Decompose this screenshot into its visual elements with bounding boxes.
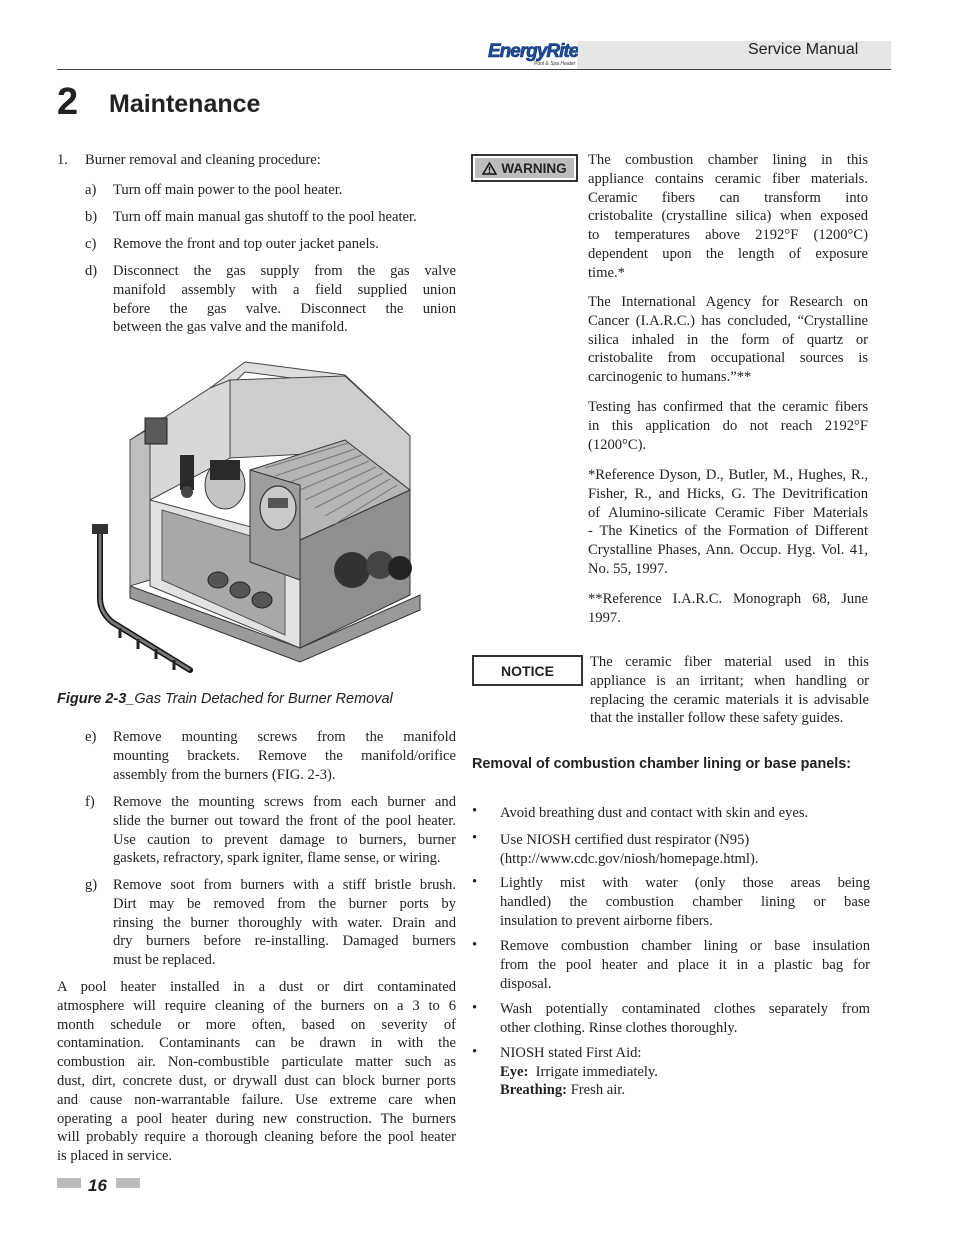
header-rule bbox=[57, 69, 891, 70]
footer-bar-right bbox=[116, 1178, 140, 1188]
notice-text: The ceramic fiber material used in this appliance is an irritant; when handling or replacing the ceramic materials it is advisable that the installer follow these safety guides. bbox=[590, 654, 869, 727]
warning-reference-2: **Reference I.A.R.C. Monograph 68, June 1997. bbox=[588, 591, 868, 626]
svg-text:EnergyRite: EnergyRite bbox=[488, 41, 578, 62]
step-b-label: b) bbox=[85, 209, 98, 225]
footer-bar-left bbox=[57, 1178, 81, 1188]
warning-para-2: The International Agency for Research on Cancer (I.A.R.C.) has concluded, “Crystalline silica inhaled in the form of quartz or cristobalite from occupational sources is carcinogenic to humans.”** bbox=[588, 294, 868, 386]
step-e-label: e) bbox=[85, 729, 97, 745]
bullet-item: Use NIOSH certified dust respirator (N95) (http://www.cdc.gov/niosh/homepage.html). bbox=[500, 832, 759, 867]
notice-badge bbox=[472, 655, 583, 686]
warning-badge bbox=[471, 154, 578, 182]
chapter-number: 2 bbox=[57, 81, 79, 123]
warning-reference-1: *Reference Dyson, D., Butler, M., Hughes, R., Fisher, R., and Hicks, G. The Devitrification of Alumino-silicate Ceramic Fiber Materials - The Kinetics of the Formation of Different Crystalline Phases, Ann. Occup. Hyg. Vol. 41, No. 55, 1997. bbox=[588, 467, 868, 577]
brand-logo bbox=[486, 38, 578, 73]
section-subheading: Removal of combustion chamber lining or base panels: bbox=[472, 756, 852, 772]
figure-gas-train-illustration bbox=[90, 340, 430, 688]
bullet-dot: • bbox=[472, 803, 478, 819]
warning-triangle-icon bbox=[482, 162, 497, 175]
step-1-text: Burner removal and cleaning procedure: bbox=[85, 152, 321, 168]
step-1-number: 1. bbox=[57, 152, 68, 168]
first-aid-title: NIOSH stated First Aid: bbox=[500, 1045, 642, 1061]
doc-type-label: Service Manual bbox=[748, 41, 859, 58]
step-c-text: Remove the front and top outer jacket panels. bbox=[113, 236, 379, 252]
step-a-label: a) bbox=[85, 182, 97, 198]
bullet-item: Lightly mist with water (only those areas being handled) the combustion chamber lining or base insulation to prevent airborne fibers. bbox=[500, 875, 870, 929]
step-c-label: c) bbox=[85, 236, 97, 252]
first-aid-eye: Eye: Irrigate immediately. bbox=[500, 1064, 658, 1080]
chapter-title: Maintenance bbox=[109, 90, 261, 118]
step-g-label: g) bbox=[85, 877, 98, 893]
bullet-item: Avoid breathing dust and contact with skin and eyes. bbox=[500, 805, 809, 821]
warning-label: WARNING bbox=[501, 160, 567, 176]
bullet-item: Wash potentially contaminated clothes separately from other clothing. Rinse clothes thoroughly. bbox=[500, 1001, 870, 1036]
bullet-dot: • bbox=[472, 1044, 478, 1060]
step-d-label: d) bbox=[85, 263, 98, 279]
page-number: 16 bbox=[88, 1176, 107, 1195]
step-f-label: f) bbox=[85, 794, 95, 810]
step-b-text: Turn off main manual gas shutoff to the pool heater. bbox=[113, 209, 417, 225]
bullet-dot: • bbox=[472, 1000, 478, 1016]
bullet-dot: • bbox=[472, 937, 478, 953]
figure-caption: Figure 2-3_Gas Train Detached for Burner Removal bbox=[57, 691, 393, 707]
step-d-text: Disconnect the gas supply from the gas valve manifold assembly with a field supplied union before the gas valve. Disconnect the union between the gas valve and the manifold. bbox=[113, 263, 456, 336]
warning-para-1: The combustion chamber lining in this appliance contains ceramic fiber materials. Ceramic fibers can transform into cristobalite (crystalline silica) when exposed to temperatures above 2192°F (1200°C) dependent upon the length of exposure time.* bbox=[588, 152, 868, 281]
step-a-text: Turn off main power to the pool heater. bbox=[113, 182, 343, 198]
step-e-text: Remove mounting screws from the manifold mounting brackets. Remove the manifold/orifice assembly from the burners (FIG. 2-3). bbox=[113, 729, 456, 783]
bullet-dot: • bbox=[472, 874, 478, 890]
warning-para-3: Testing has confirmed that the ceramic fibers in this application do not reach 2192°F (1200°C). bbox=[588, 399, 868, 453]
bullet-item: Remove combustion chamber lining or base insulation from the pool heater and place it in a plastic bag for disposal. bbox=[500, 938, 870, 992]
bullet-dot: • bbox=[472, 830, 478, 846]
notice-label: NOTICE bbox=[501, 662, 554, 679]
step-g-text: Remove soot from burners with a stiff bristle brush. Dirt may be removed from the burner ports by rinsing the burner thoroughly with water. Drain and dry burners before re-installing. Damaged burners must be replaced. bbox=[113, 877, 456, 969]
first-aid-breathing: Breathing: Fresh air. bbox=[500, 1082, 626, 1098]
contamination-paragraph: A pool heater installed in a dust or dirt contaminated atmosphere will require cleaning of the burners on a 3 to 6 month schedule or more often, based on severity of contamination. Contaminants can be drawn in with the combustion air. Non-combustible particulate matter such as dust, dirt, concrete dust, or drywall dust can block burner ports and cause non-warrantable failure. Use extreme care when operating a pool heater during new construction. The burners will probably require a thorough cleaning before the pool heater is placed in service. bbox=[57, 979, 456, 1165]
svg-text:Pool & Spa Heater: Pool & Spa Heater bbox=[534, 61, 576, 67]
step-f-text: Remove the mounting screws from each burner and slide the burner out toward the front of the pool heater. Use caution to prevent damage to burners, burner gaskets, refractory, spark igniter, flame sense, or wiring. bbox=[113, 794, 456, 867]
